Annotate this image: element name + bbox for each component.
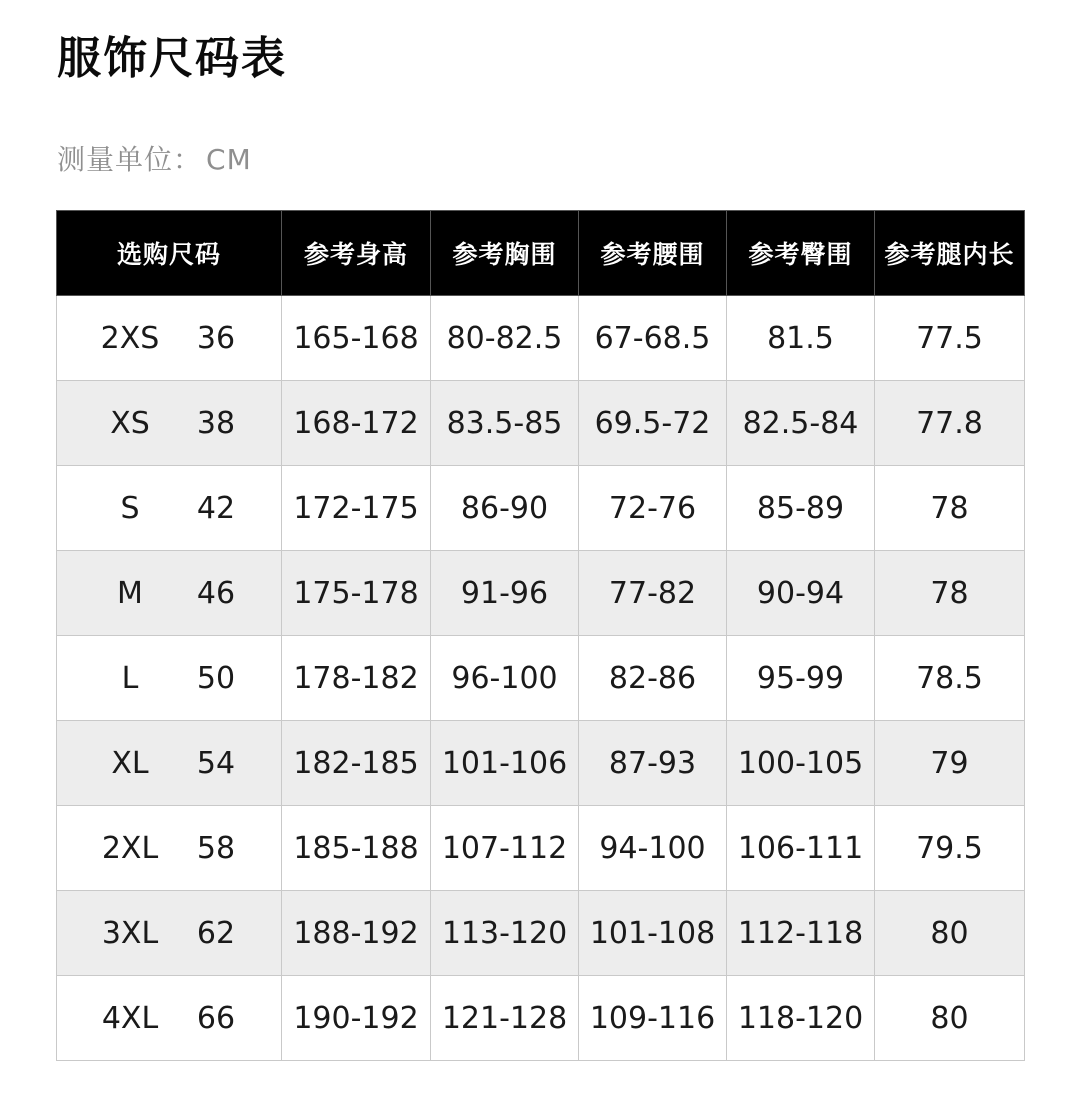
cell-chest: 121-128 xyxy=(431,976,579,1061)
cell-waist: 109-116 xyxy=(579,976,727,1061)
cell-height: 175-178 xyxy=(282,551,431,636)
table-row xyxy=(57,806,1025,891)
cell-size xyxy=(57,976,282,1061)
cell-inseam: 80 xyxy=(875,891,1025,976)
size-letter: XS xyxy=(110,405,150,441)
cell-chest: 91-96 xyxy=(431,551,579,636)
cell-height: 190-192 xyxy=(282,976,431,1061)
cell-hip: 118-120 xyxy=(727,976,875,1061)
size-number: 36 xyxy=(196,320,236,356)
cell-waist: 69.5-72 xyxy=(579,381,727,466)
cell-waist: 82-86 xyxy=(579,636,727,721)
table-row xyxy=(57,976,1025,1061)
cell-height: 178-182 xyxy=(282,636,431,721)
header-waist: 参考腰围 xyxy=(579,211,727,296)
cell-size xyxy=(57,381,282,466)
cell-hip: 82.5-84 xyxy=(727,381,875,466)
cell-inseam: 80 xyxy=(875,976,1025,1061)
size-number: 42 xyxy=(196,490,236,526)
cell-waist: 67-68.5 xyxy=(579,296,727,381)
header-chest: 参考胸围 xyxy=(431,211,579,296)
cell-hip: 100-105 xyxy=(727,721,875,806)
header-size: 选购尺码 xyxy=(57,211,282,296)
size-number: 54 xyxy=(196,745,236,781)
size-number: 38 xyxy=(196,405,236,441)
cell-hip: 85-89 xyxy=(727,466,875,551)
unit-label: 测量单位： xyxy=(57,143,203,176)
cell-height: 168-172 xyxy=(282,381,431,466)
cell-chest: 83.5-85 xyxy=(431,381,579,466)
size-letter: 2XL xyxy=(101,830,159,866)
cell-waist: 87-93 xyxy=(579,721,727,806)
header-inseam: 参考腿内长 xyxy=(875,211,1025,296)
cell-height: 172-175 xyxy=(282,466,431,551)
cell-hip: 106-111 xyxy=(727,806,875,891)
cell-chest: 113-120 xyxy=(431,891,579,976)
cell-inseam: 78.5 xyxy=(875,636,1025,721)
size-letter: L xyxy=(121,660,139,696)
size-letter: XL xyxy=(111,745,149,781)
cell-chest: 86-90 xyxy=(431,466,579,551)
page-title: 服饰尺码表 xyxy=(57,33,287,84)
cell-size xyxy=(57,891,282,976)
cell-size xyxy=(57,466,282,551)
cell-height: 165-168 xyxy=(282,296,431,381)
cell-chest: 80-82.5 xyxy=(431,296,579,381)
table-row xyxy=(57,466,1025,551)
table-row xyxy=(57,891,1025,976)
cell-size xyxy=(57,721,282,806)
unit-value: CM xyxy=(206,143,252,176)
table-row xyxy=(57,721,1025,806)
size-letter: S xyxy=(120,490,140,526)
cell-size xyxy=(57,806,282,891)
cell-waist: 94-100 xyxy=(579,806,727,891)
cell-inseam: 77.8 xyxy=(875,381,1025,466)
cell-waist: 77-82 xyxy=(579,551,727,636)
cell-chest: 96-100 xyxy=(431,636,579,721)
cell-size xyxy=(57,296,282,381)
size-number: 66 xyxy=(196,1000,236,1036)
cell-inseam: 78 xyxy=(875,466,1025,551)
cell-waist: 101-108 xyxy=(579,891,727,976)
cell-hip: 95-99 xyxy=(727,636,875,721)
table-row xyxy=(57,296,1025,381)
cell-size xyxy=(57,636,282,721)
size-number: 46 xyxy=(196,575,236,611)
size-chart-table xyxy=(56,210,1025,1061)
cell-inseam: 79 xyxy=(875,721,1025,806)
table-row xyxy=(57,381,1025,466)
size-letter: 2XS xyxy=(100,320,160,356)
size-number: 58 xyxy=(196,830,236,866)
size-letter: 4XL xyxy=(101,1000,159,1036)
cell-height: 188-192 xyxy=(282,891,431,976)
cell-chest: 101-106 xyxy=(431,721,579,806)
cell-hip: 81.5 xyxy=(727,296,875,381)
size-number: 62 xyxy=(196,915,236,951)
cell-height: 185-188 xyxy=(282,806,431,891)
cell-inseam: 77.5 xyxy=(875,296,1025,381)
measurement-unit xyxy=(57,140,252,180)
size-number: 50 xyxy=(196,660,236,696)
cell-inseam: 79.5 xyxy=(875,806,1025,891)
header-height: 参考身高 xyxy=(282,211,431,296)
cell-size xyxy=(57,551,282,636)
cell-height: 182-185 xyxy=(282,721,431,806)
table-row xyxy=(57,551,1025,636)
size-letter: M xyxy=(117,575,143,611)
table-row xyxy=(57,636,1025,721)
cell-waist: 72-76 xyxy=(579,466,727,551)
cell-hip: 90-94 xyxy=(727,551,875,636)
cell-hip: 112-118 xyxy=(727,891,875,976)
header-hip: 参考臀围 xyxy=(727,211,875,296)
size-letter: 3XL xyxy=(101,915,159,951)
cell-inseam: 78 xyxy=(875,551,1025,636)
cell-chest: 107-112 xyxy=(431,806,579,891)
table-header-row xyxy=(57,211,1025,296)
